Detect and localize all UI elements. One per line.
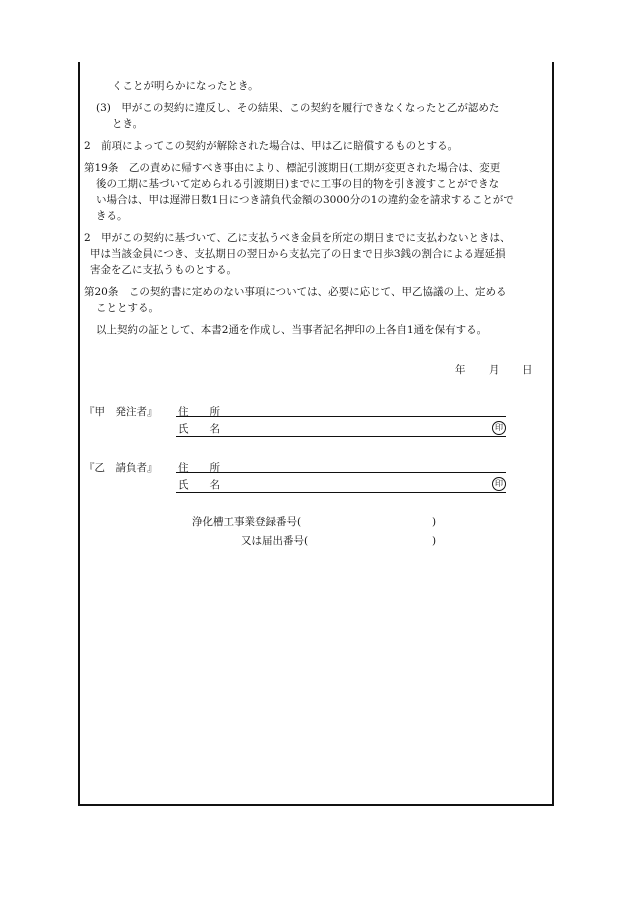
party-b-address-line	[176, 472, 506, 473]
party-b-name-label: 氏 名	[178, 479, 220, 491]
date-year: 年	[455, 364, 466, 376]
party-a-address-label: 住 所	[178, 406, 220, 418]
date-month: 月	[489, 364, 500, 376]
party-a-label: 『甲 発注者』	[84, 406, 158, 418]
party-a-seal-mark: 印	[492, 421, 506, 435]
notification-number-label: 又は届出番号(	[241, 535, 309, 547]
article-20-line-1: 第20条 この契約書に定めのない事項については、必要に応じて、甲乙協議の上、定める	[84, 286, 507, 298]
article-19-line-2: 後の工期に基づいて定められる引渡期日)までに工事の目的物を引き渡すことができな	[96, 178, 500, 190]
clause-continuation: くことが明らかになったとき。	[112, 80, 259, 92]
clause-18-para-2: 2 前項によってこの契約が解除された場合は、甲は乙に賠償するものとする。	[84, 140, 459, 152]
registration-number-label: 浄化槽工事業登録番号(	[192, 516, 302, 528]
date-day: 日	[522, 364, 533, 376]
notification-number-close: )	[432, 535, 437, 547]
registration-number-close: )	[432, 516, 437, 528]
article-19-para-2-line-1: 2 甲がこの契約に基づいて、乙に支払うべき金員を所定の期日までに支払わないときは、	[84, 232, 511, 244]
party-a-name-line	[176, 436, 506, 437]
article-19-line-1: 第19条 乙の責めに帰すべき事由により、標記引渡期日(工期が変更された場合は、変更	[84, 162, 501, 174]
article-19-para-2-line-3: 害金を乙に支払うものとする。	[90, 264, 237, 276]
clause-item-3-cont: とき。	[112, 118, 144, 130]
party-b-name-line	[176, 492, 506, 493]
party-a-name-label: 氏 名	[178, 423, 220, 435]
party-b-label: 『乙 請負者』	[84, 462, 158, 474]
party-b-address-label: 住 所	[178, 462, 220, 474]
party-b-seal-mark: 印	[492, 477, 506, 491]
article-20-line-2: こととする。	[96, 302, 159, 314]
article-19-para-2-line-2: 甲は当該金員につき、支払期日の翌日から支払完了の日まで日歩3銭の割合による遅延損	[90, 248, 506, 260]
article-19-line-4: きる。	[96, 210, 128, 222]
clause-item-3: (3) 甲がこの契約に違反し、その結果、この契約を履行できなくなったと乙が認めた	[96, 102, 500, 114]
closing-statement: 以上契約の証として、本書2通を作成し、当事者記名押印の上各自1通を保有する。	[96, 324, 488, 336]
article-19-line-3: い場合は、甲は遅滞日数1日につき請負代金額の3000分の1の違約金を請求することがで	[96, 194, 514, 206]
party-a-address-line	[176, 416, 506, 417]
